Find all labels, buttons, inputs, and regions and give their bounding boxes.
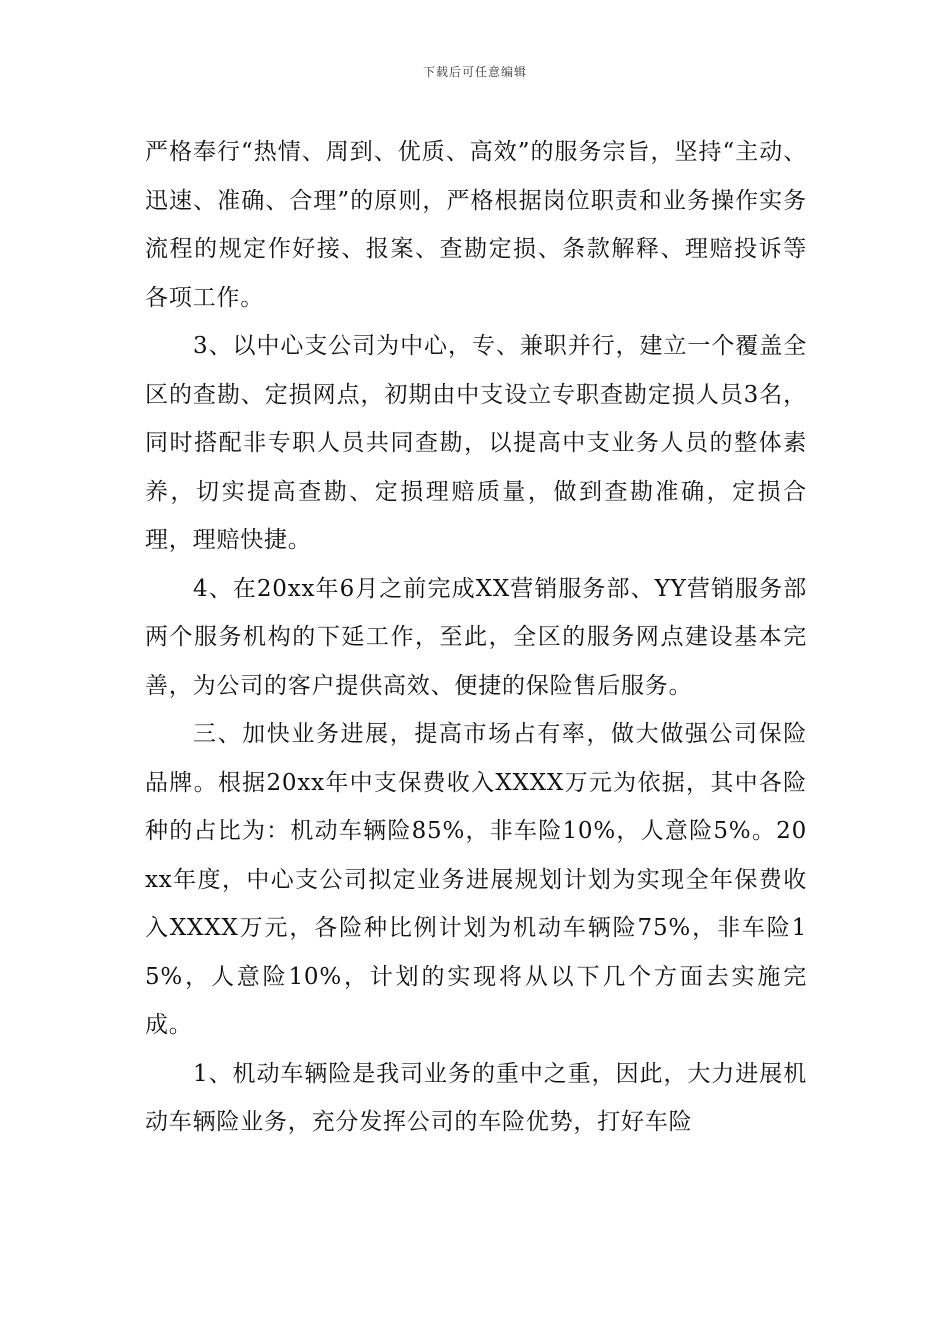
paragraph-section-3-business-growth: 三、加快业务进展，提高市场占有率，做大做强公司保险品牌。根据20xx年中支保费收入XXXX万元为依据，其中各险种的占比为：机动车辆险85%，非车险10%，人意险5%。20xx年度，中心支公司拟定业务进展规划计划为实现全年保费收入XXXX万元，各险种比例计划为机动车辆险75%，非车险15%，人意险10%，计划的实现将从以下几个方面去实施完成。 bbox=[145, 721, 807, 1038]
paragraph-item-1-motor-insurance: 1、机动车辆险是我司业务的重中之重，因此，大力进展机动车辆险业务，充分发挥公司的车险优势，打好车险 bbox=[145, 1060, 807, 1135]
paragraph-service-principles: 严格奉行“热情、周到、优质、高效”的服务宗旨，坚持“主动、迅速、准确、合理”的原则，严格根据岗位职责和业务操作实务流程的规定作好接、报案、查勘定损、条款解释、理赔投诉等各项工作。 bbox=[145, 139, 807, 311]
page-header: 下载后可任意编辑 bbox=[422, 65, 527, 79]
paragraph-item-3-survey-network: 3、以中心支公司为中心，专、兼职并行，建立一个覆盖全区的查勘、定损网点，初期由中支设立专职查勘定损人员3名，同时搭配非专职人员共同查勘，以提高中支业务人员的整体素养，切实提高查勘、定损理赔质量，做到查勘准确，定损合理，理赔快捷。 bbox=[145, 333, 807, 553]
document-body bbox=[145, 128, 807, 1147]
paragraph-item-4-service-outlets: 4、在20xx年6月之前完成XX营销服务部、YY营销服务部两个服务机构的下延工作，至此，全区的服务网点建设基本完善，为公司的客户提供高效、便捷的保险售后服务。 bbox=[145, 575, 807, 699]
